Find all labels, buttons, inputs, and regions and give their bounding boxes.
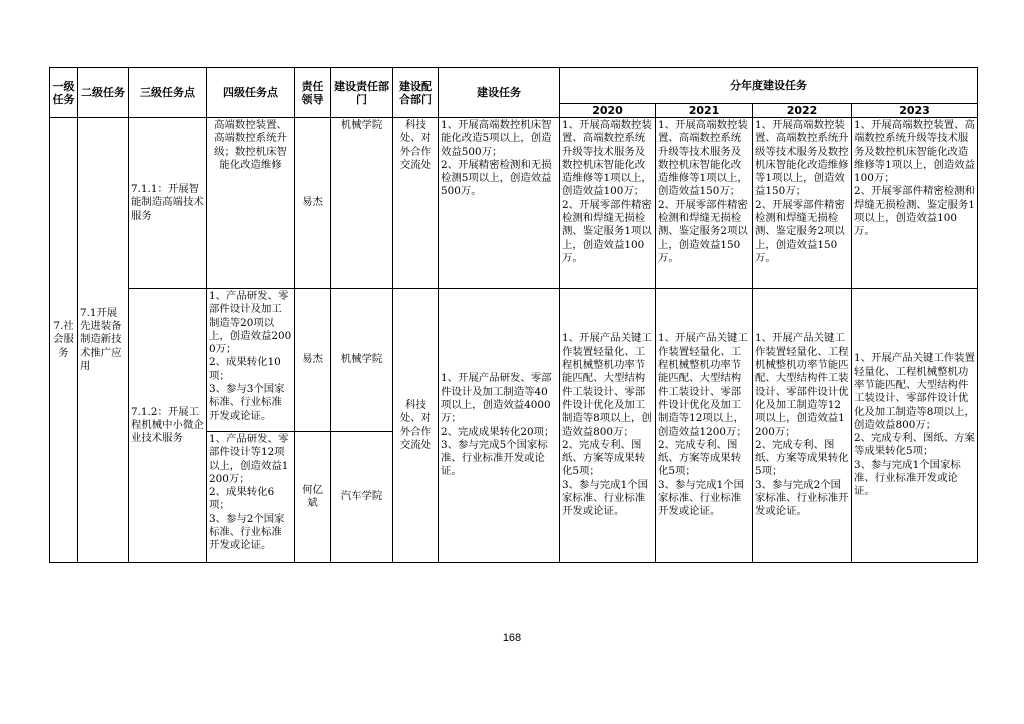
- header-year-2023: 2023: [852, 104, 978, 118]
- table-row: [50, 118, 978, 289]
- year-2021-cell: 1、开展产品关键工作装置轻量化、工程机械整机功率节能匹配、大型结构件工装设计、零部件设计优化及加工制造等12项以上，创造效益1200万； 2、完成专利、图纸、方案等成果转化5项； 3、参与完成1个国家标准、行业标准开发或论证。: [656, 289, 753, 563]
- year-2022-cell: 1、开展产品关键工作装置轻量化、工程机械整机功率节能匹配、大型结构件工装设计、零部件设计优化及加工制造等12项以上，创造效益1200万； 2、完成专利、图纸、方案等成果转化5项； 3、参与完成2个国家标准、行业标准开发或论证。: [753, 289, 852, 563]
- header-year-2021: 2021: [656, 104, 753, 118]
- task-cell: 1、开展产品研发、零部件设计及加工制造等40项以上，创造效益4000万； 2、完成成果转化20项； 3、参与完成5个国家标准、行业标准开发或论证。: [439, 289, 560, 563]
- header-leader: 责任领导: [295, 68, 331, 118]
- header-task: 建设任务: [439, 68, 560, 118]
- year-2023-cell: 1、开展高端数控装置、高端数控系统升级等技术服务及数控机床智能化改造维修等1项以上，创造效益100万； 2、开展零部件精密检测和焊缝无损检测、鉴定服务1项以上，创造效益100万。: [852, 118, 978, 289]
- header-annual: 分年度建设任务: [560, 68, 978, 104]
- dept-cell: 机械学院: [331, 289, 393, 432]
- level3-cell: 7.1.1：开展智能制造高端技术服务: [129, 118, 207, 289]
- page-number: 168: [502, 632, 522, 644]
- level1-cell: 7.社会服务: [50, 118, 78, 563]
- year-2023-cell: 1、开展产品关键工作装置轻量化、工程机械整机功率节能匹配、大型结构件工装设计、零部件设计优化及加工制造等8项以上，创造效益800万； 2、完成专利、图纸、方案等成果转化5项； 3、参与完成1个国家标准、行业标准开发或论证。: [852, 289, 978, 563]
- table-row: [50, 289, 978, 432]
- header-dept: 建设责任部门: [331, 68, 393, 118]
- level4-cell: 高端数控装置、高端数控系统升级；数控机床智能化改造维修: [207, 118, 295, 289]
- coop-cell: 科技处、对外合作交流处: [393, 289, 439, 563]
- year-2020-cell: 1、开展高端数控装置、高端数控系统升级等技术服务及数控机床智能化改造维修等1项以上，创造效益100万； 2、开展零部件精密检测和焊缝无损检测、鉴定服务1项以上，创造效益100万。: [560, 118, 656, 289]
- header-level3: 三级任务点: [129, 68, 207, 118]
- header-level1: 一级任务: [50, 68, 78, 118]
- year-2022-cell: 1、开展高端数控装置、高端数控系统升级等技术服务及数控机床智能化改造维修等1项以上，创造效益150万； 2、开展零部件精密检测和焊缝无损检测、鉴定服务2项以上，创造效益150万。: [753, 118, 852, 289]
- header-level4: 四级任务点: [207, 68, 295, 118]
- construction-task-table: [49, 67, 978, 563]
- header-coop: 建设配合部门: [393, 68, 439, 118]
- level4-cell: 1、产品研发、零部件设计等12项以上，创造效益1200万； 2、成果转化6项； 3、参与2个国家标准、行业标准开发或论证。: [207, 432, 295, 563]
- leader-cell: 易杰: [295, 118, 331, 289]
- leader-cell: 何亿斌: [295, 432, 331, 563]
- header-level2: 二级任务: [78, 68, 129, 118]
- year-2020-cell: 1、开展产品关键工作装置轻量化、工程机械整机功率节能匹配、大型结构件工装设计、零部件设计优化及加工制造等8项以上，创造效益800万； 2、完成专利、图纸、方案等成果转化5项； 3、参与完成1个国家标准、行业标准开发或论证。: [560, 289, 656, 563]
- level2-cell: 7.1开展先进装备制造新技术推广应用: [78, 118, 129, 563]
- level3-cell: 7.1.2：开展工程机械中小微企业技术服务: [129, 289, 207, 563]
- header-year-2020: 2020: [560, 104, 656, 118]
- task-cell: 1、开展高端数控机床智能化改造5项以上，创造效益500万； 2、开展精密检测和无损检测5项以上，创造效益500万。: [439, 118, 560, 289]
- leader-cell: 易杰: [295, 289, 331, 432]
- header-year-2022: 2022: [753, 104, 852, 118]
- year-2021-cell: 1、开展高端数控装置、高端数控系统升级等技术服务及数控机床智能化改造维修等1项以上，创造效益150万； 2、开展零部件精密检测和焊缝无损检测、鉴定服务2项以上，创造效益150万。: [656, 118, 753, 289]
- coop-cell: 科技处、对外合作交流处: [393, 118, 439, 289]
- dept-cell: 汽车学院: [331, 432, 393, 563]
- level4-cell: 1、产品研发、零部件设计及加工制造等20项以上，创造效益2000万； 2、成果转化10项； 3、参与3个国家标准、行业标准开发或论证。: [207, 289, 295, 432]
- dept-cell: 机械学院: [331, 118, 393, 289]
